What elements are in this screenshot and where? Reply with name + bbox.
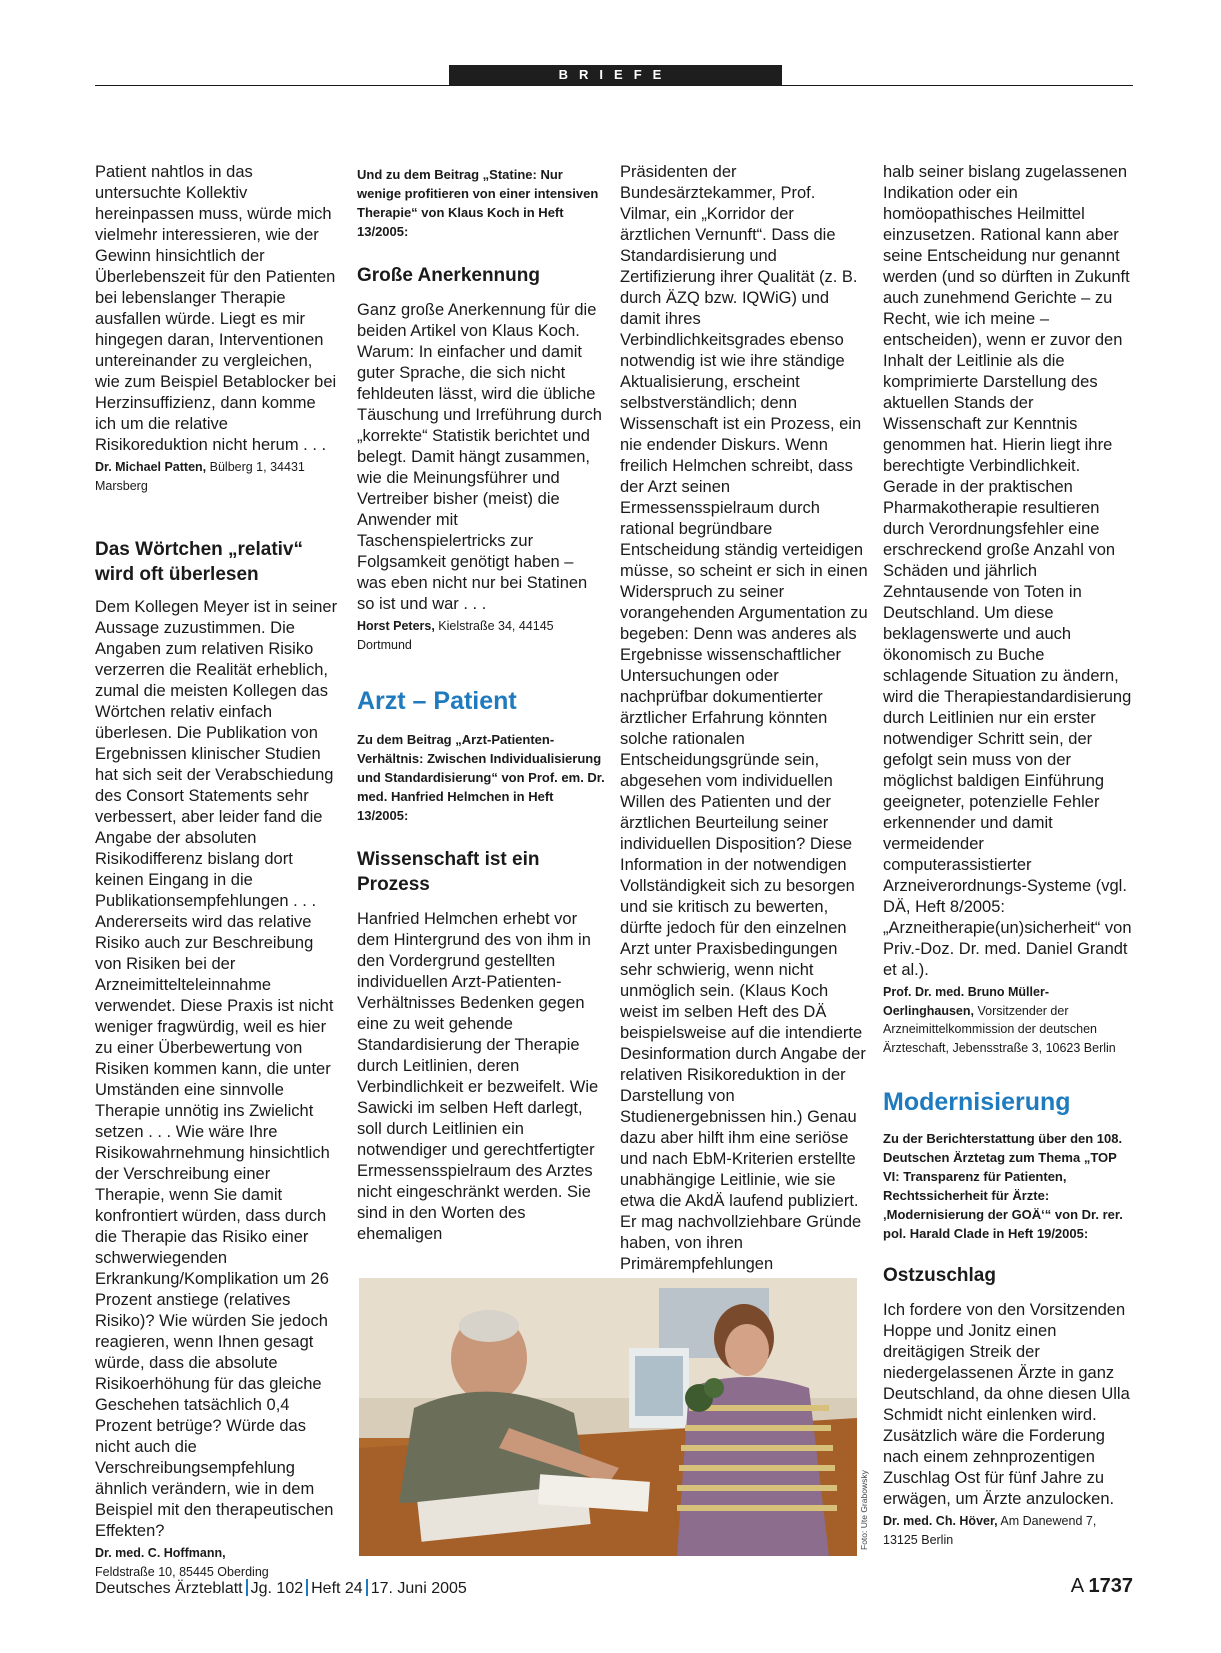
signature-address: Bülberg 1, 34431 Marsberg	[95, 460, 305, 493]
signature-patten	[95, 458, 340, 495]
column-1	[95, 162, 340, 1581]
signature-hoffmann	[95, 1544, 340, 1581]
letter-mueller-text-end: halb seiner bislang zugelassenen Indikation oder ein homöopathisches Heilmittel einzusetzen. Rational kann aber seine Entscheidung nur genannt werden (und so dürften in Zukunft auch zunehmend Gerichte – zu Recht, wie ich meine – entscheiden), wenn er zuvor den Inhalt der Leitlinie als die komprimierte Darstellung des aktuellen Stands der Wissenschaft zur Kenntnis genommen hat. Hierin liegt ihre berechtigte Verbindlichkeit. Gerade in der praktischen Pharmakotherapie resultieren durch Verordnungsfehler eine erschreckend große Anzahl von Schäden und jährlich Zehntausende von Toten in Deutschland. Um diese beklagenswerte und auch ökonomisch zu Buche schlagende Situation zu ändern, wird die Therapiestandardisierung durch Leitlinien nur ein erster notwendiger Schritt sein, der gefolgt sein muss von der möglichst baldigen Einführung geeigneter, potenzielle Fehler erkennender und damit vermeidender computerassistierter Arzneiverordnungs-Systeme (vgl. DÄ, Heft 8/2005: „Arzneitherapie(un)sicherheit“ von Priv.-Doz. Dr. med. Daniel Grandt et al.).	[883, 163, 1132, 979]
page-number	[1071, 1575, 1133, 1598]
column-3	[620, 162, 868, 1317]
letter-mueller-text-cont: Präsidenten der Bundesärztekammer, Prof. Vilmar, ein „Korridor der ärztlichen Vernunft“. Dass die Standardisierung und Zertifizierung ihrer Qualität (z. B. durch ÄZQ bzw. IQWiG) und damit ihres Verbindlichkeitsgrades ebenso notwendig ist wie ihre ständige Aktualisierung, erscheint selbstverständlich; denn Wissenschaft ist ein Prozess, ein nie endender Diskurs. Wenn freilich Helmchen schreibt, dass der Arzt seinen Ermessensspielraum durch rational begründbare Entscheidung ständig verteidigen müsse, so scheint er sich in einen Widerspruch zu seiner vorangehenden Argumentation zu begeben: Denn was anderes als Ergebnisse wissenschaftlicher Untersuchungen oder nachprüfbar dokumentierter ärztlicher Erfahrung könnten solche rationalen Entscheidungsgründe sein, abgesehen vom individuellen Willen des Patienten und der ärztlichen Beurteilung seiner individuellen Disposition? Diese Information in der notwendigen Vollständigkeit sich zu besorgen und sie kritisch zu bewerten, dürfte jedoch für den einzelnen Arzt unter Praxisbedingungen sehr schwierig, wenn nicht unmöglich sein. (Klaus Koch weist im selben Heft des DÄ beispielsweise auf die intendierte Desinformation durch Angabe der relativen Risikoreduktion in der Darstellung von Studienergebnissen hin.) Genau dazu aber hilft ihm eine seriöse und nach EbM-Kriterien erstellte unabhängige Leitlinie, wie sie etwa die AkdÄ laufend publiziert. Er mag nachvollziehbare Gründe haben, von ihren Primärempfehlungen	[620, 163, 868, 1273]
letter-heading-anerkennung: Große Anerkennung	[357, 265, 540, 286]
column-4	[883, 162, 1133, 1549]
signature-name: Dr. med. Ch. Höver,	[883, 1514, 998, 1528]
letter-mueller-text-start: Hanfried Helmchen erhebt vor dem Hintergrund des von ihm in den Vordergrund gestellten individuellen Arzt-Patienten-Verhältnisses Bedenken gegen eine zu weit gehende Standardisierung der Therapie durch Leitlinien, deren Verbindlichkeit er bezweifelt. Wie Sawicki im selben Heft darlegt, soll durch Leitlinien ein notwendiger und gerechtfertigter Ermessensspielraum des Arztes nicht eingeschränkt werden. Sie sind in den Worten des ehemaligen	[357, 910, 599, 1243]
letter-hoffmann-text: Dem Kollegen Meyer ist in seiner Aussage zuzustimmen. Die Angaben zum relativen Risiko verzerren die Realität erheblich, zumal die meisten Kollegen das Wörtchen relativ einfach überlesen. Die Publikation von Ergebnissen klinischer Studien hat sich seit der Verabschiedung des Consort Statements sehr verbessert, aber leider fand die Angabe der absoluten Risikodifferenz bislang dort keinen Eingang in die Publikationsempfehlungen . . . Andererseits wird das relative Risiko auch zur Beschreibung von Risiken bei der Arzneimittelteleinnahme verwendet. Diese Praxis ist nicht weniger fragwürdig, weil es hier zu einer Überbewertung von Risiken kommen kann, die unter Umständen eine sinnvolle Therapie unnötig ins Zwielicht setzen . . . Wie wäre Ihre Risikowahrnehmung hinsichtlich der Verschreibung einer Therapie, wenn Sie damit konfrontiert würden, dass durch die Therapie das Risiko einer schwerwiegenden Erkrankung/Komplikation um 26 Prozent anstiege (relatives Risiko)? Wie würden Sie jedoch reagieren, wenn Ihnen gesagt würde, dass die absolute Risikoerhöhung für das gleiche Geschehen tatsächlich 0,4 Prozent betrüge? Würde das nicht auch die Verschreibungsempfehlung ähnlich verändern, wie in dem Beispiel mit den therapeutischen Effekten?	[95, 598, 338, 1540]
letter-hoever-text: Ich fordere von den Vorsitzenden Hoppe und Jonitz einen dreitägigen Streik der niedergelassenen Ärzte in ganz Deutschland, da ohne diesen Ulla Schmidt nicht einlenken wird. Zusätzlich wäre die Forderung nach einem zehnprozentigen Zuschlag Ost für fünf Jahre zu erwägen, um Ärzte anzulocken.	[883, 1301, 1130, 1508]
footer-volume: Jg. 102	[250, 1580, 304, 1597]
page-prefix: A	[1070, 1575, 1083, 1597]
letter-heading-relativ: Das Wörtchen „relativ“ wird oft überlesen	[95, 539, 303, 585]
signature-address: Vorsitzender der Arzneimittelkommission der deutschen Ärzteschaft, Jebensstraße 3, 10623 Berlin	[883, 1003, 1116, 1055]
footer-issue: Heft 24	[311, 1580, 363, 1597]
footer-separator	[246, 1579, 248, 1596]
lead-clade: Zu der Berichterstattung über den 108. Deutschen Ärztetag zum Thema „TOP VI: Transparenz für Patienten, Rechtssicherheit für Ärzte: ‚Modernisierung der GOÄ‘“ von Dr. rer. pol. Harald Clade in Heft 19/2005:	[883, 1131, 1123, 1241]
letter-patten-text: Patient nahtlos in das untersuchte Kollektiv hereinpassen muss, würde mich vielmehr interessieren, wie der Gewinn hinsichtlich der Überlebenszeit für den Patienten bei lebenslanger Therapie ausfallen würde. Liegt es mir hingegen daran, Interventionen untereinander zu vergleichen, wie zum Beispiel Betablocker bei Herzinsuffizienz, dann komme ich um die relative Risikoreduktion nicht herum . . .	[95, 163, 337, 454]
photo-credit: Foto: Ute Grabowsky	[859, 1470, 869, 1550]
lead-helmchen: Zu dem Beitrag „Arzt-Patienten-Verhältnis: Zwischen Individualisierung und Standardisierung“ von Prof. em. Dr. med. Hanfried Helmchen in Heft 13/2005:	[357, 732, 605, 823]
column-2	[357, 165, 605, 1245]
lead-statine: Und zu dem Beitrag „Statine: Nur wenige profitieren von einer intensiven Therapie“ von Klaus Koch in Heft 13/2005:	[357, 167, 599, 239]
letter-heading-wissenschaft: Wissenschaft ist ein Prozess	[357, 849, 540, 895]
signature-name: Horst Peters,	[357, 619, 435, 633]
footer-separator	[306, 1579, 308, 1596]
footer-journal: Deutsches Ärzteblatt	[95, 1580, 243, 1597]
photo-illustration	[359, 1278, 857, 1556]
letter-heading-ostzuschlag: Ostzuschlag	[883, 1265, 996, 1286]
footer-separator	[366, 1579, 368, 1596]
page-number-value: 1737	[1088, 1575, 1133, 1597]
signature-address: Am Danewend 7, 13125 Berlin	[883, 1514, 1097, 1547]
signature-name: Dr. Michael Patten,	[95, 460, 207, 474]
rubric-arzt-patient: Arzt – Patient	[357, 687, 517, 715]
signature-hoever	[883, 1512, 1133, 1549]
footer-citation	[95, 1579, 467, 1598]
rubric-modernisierung: Modernisierung	[883, 1088, 1071, 1116]
section-label: BRIEFE	[449, 65, 782, 85]
signature-address: Feldstraße 10, 85445 Oberding	[95, 1564, 269, 1579]
header-rule	[95, 85, 1133, 86]
signature-name: Prof. Dr. med. Bruno Müller-Oerlinghausen,	[883, 985, 1049, 1018]
signature-peters	[357, 617, 605, 654]
signature-mueller-oerlinghausen	[883, 983, 1133, 1057]
letter-peters-text: Ganz große Anerkennung für die beiden Artikel von Klaus Koch. Warum: In einfacher und damit guter Sprache, die sich nicht fehldeuten lässt, wird die übliche Täuschung und Irreführung durch „korrekte“ Statistik berichtet und belegt. Damit hängt zusammen, wie die Meinungsführer und Vertreiber bisher (meist) die Anwender mit Taschenspielertricks zur Folgsamkeit genötigt haben – was eben nicht nur bei Statinen so ist und war . . .	[357, 301, 602, 613]
signature-address: Kielstraße 34, 44145 Dortmund	[357, 619, 554, 652]
photo-doctor-patient	[359, 1278, 857, 1556]
footer-date: 17. Juni 2005	[370, 1580, 467, 1597]
signature-name: Dr. med. C. Hoffmann,	[95, 1546, 226, 1560]
